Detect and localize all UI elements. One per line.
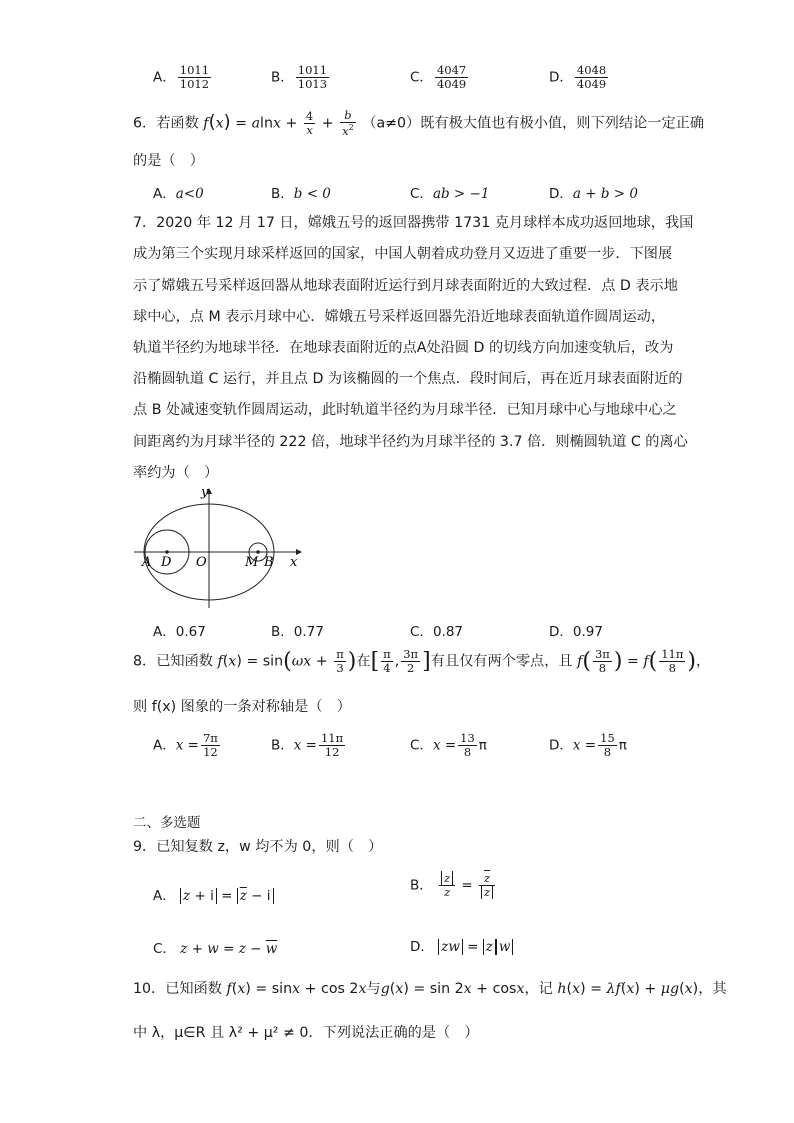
- fraction: $\frac{4048}{4049}$: [576, 63, 607, 92]
- fraction: $\frac{15}{8}$: [600, 731, 615, 760]
- q7-line: 率约为（ ）: [133, 465, 219, 481]
- fraction: $\frac{z}{z}$: [439, 872, 455, 899]
- label-m: M: [245, 555, 259, 570]
- point-d: [165, 550, 169, 554]
- q6-stem-line1: 6．若函数 f(x) = alnx + $\frac{4}{x}$ + $\frac{b}{x^2}$ （a≠0）既有极大值也有极小值，则下列结论一定正确: [133, 108, 705, 139]
- q10-stem-line1: 10．已知函数 f(x) = sinx + cos 2x与g(x) = sin 2x + cosx，记 h(x) = λf(x) + μg(x)，其: [133, 981, 727, 997]
- fraction: $\frac{\pi}{4}$: [383, 647, 391, 676]
- q7-option-c: C．0.87: [410, 624, 463, 640]
- label-b: B: [264, 555, 274, 570]
- q9-option-c: C． $z + w = z - \overline{w}$: [153, 941, 278, 957]
- q7-option-d: D．0.97: [549, 624, 603, 640]
- section-title: 二、多选题: [133, 815, 201, 831]
- q5-option-d: D． $\frac{4048}{4049}$: [549, 63, 607, 92]
- fraction: $\frac{4}{x}$: [305, 108, 314, 138]
- q7-line: 7．2020 年 12 月 17 日，嫦娥五号的返回器携带 1731 克月球样本成功返回地球，我国: [133, 215, 694, 231]
- q7-option-a: A．0.67: [153, 624, 206, 640]
- q7-option-b: B．0.77: [271, 624, 324, 640]
- label-a: A: [142, 555, 152, 570]
- orbit-figure: [130, 484, 310, 612]
- q5-option-b: B． $\frac{1011}{1013}$: [271, 63, 328, 92]
- q5-option-a: A． $\frac{1011}{1012}$: [153, 63, 210, 92]
- q8-stem-line1: 8．已知函数 f(x) = sin(ωx + $\frac{\pi}{3}$ )在[ $\frac{\pi}{4}$ , $\frac{3\pi}{2}$ ]有且仅有两个零点，且 f( $\frac{3\pi}{8}$ ) = f( $\frac{11\pi}{8}$ )，: [133, 647, 711, 676]
- q5-option-c: C． $\frac{4047}{4049}$: [410, 63, 467, 92]
- fraction: $\frac{4047}{4049}$: [436, 63, 467, 92]
- q7-line: 成为第三个实现月球采样返回的国家，中国人朝着成功登月又迈进了重要一步．下图展: [133, 246, 673, 262]
- fraction: $\frac{1011}{1013}$: [297, 63, 328, 92]
- q8-option-c: C．x = $\frac{13}{8}$ π: [410, 731, 487, 760]
- q6-option-c: C．ab > −1: [410, 186, 490, 202]
- fraction: $\frac{\pi}{3}$: [336, 647, 344, 676]
- q9-option-b: B． $\frac{z}{z}$ = $\frac{\overline{z}}{z}$: [410, 872, 497, 899]
- q6-stem-line2: 的是（ ）: [133, 153, 204, 169]
- q7-line: 球中心，点 M 表示月球中心．嫦娥五号采样返回器先沿近地球表面轨道作圆周运动，: [133, 309, 666, 325]
- q7-line: 间距离约为月球半径的 222 倍，地球半径约为月球半径的 3.7 倍．则椭圆轨道 C 的离心: [133, 434, 688, 450]
- q7-line: 示了嫦娥五号采样返回器从地球表面附近运行到月球表面附近的大致过程．点 D 表示地: [133, 278, 678, 294]
- q7-line: 点 B 处减速变轨作圆周运动，此时轨道半径约为月球半径．已知月球中心与地球中心之: [133, 402, 677, 418]
- label-d: D: [161, 555, 172, 570]
- fraction: $\frac{3\pi}{2}$: [403, 647, 419, 676]
- q7-line: 轨道半径约为地球半径．在地球表面附近的点A处沿圆 D 的切线方向加速变轨后，改为: [133, 340, 674, 356]
- q10-stem-line2: 中 λ，μ∈R 且 λ² + μ² ≠ 0．下列说法正确的是（ ）: [133, 1025, 479, 1041]
- q6-option-d: D．a + b > 0: [549, 186, 638, 202]
- q8-option-d: D．x = $\frac{15}{8}$ π: [549, 731, 627, 760]
- fraction: $\frac{\overline{z}}{z}$: [479, 872, 495, 899]
- q7-line: 沿椭圆轨道 C 运行，并且点 D 为该椭圆的一个焦点．段时间后，再在近月球表面附近的: [133, 371, 683, 387]
- fraction: $\frac{7\pi}{12}$: [202, 731, 218, 760]
- label-y: y: [201, 485, 209, 500]
- point-m: [256, 550, 260, 554]
- q8-option-a: A．x = $\frac{7\pi}{12}$: [153, 731, 218, 760]
- q6-option-a: A．a<0: [153, 186, 204, 202]
- q9-option-a: A． $z + i = \overline{z} - i$: [153, 884, 274, 904]
- q9-stem: 9．已知复数 z，w 均不为 0，则（ ）: [133, 839, 383, 855]
- fraction: $\frac{1011}{1012}$: [179, 63, 210, 92]
- q6-option-b: B．b < 0: [271, 186, 331, 202]
- label-x: x: [290, 555, 298, 570]
- q9-option-d: D． zw = z w: [410, 935, 513, 955]
- q8-stem-line2: 则 f(x) 图象的一条对称轴是（ ）: [133, 699, 351, 715]
- fraction: $\frac{11\pi}{8}$: [661, 647, 684, 676]
- x-axis: [134, 549, 302, 555]
- fraction: $\frac{b}{x^2}$: [342, 108, 354, 139]
- fraction: $\frac{13}{8}$: [460, 731, 475, 760]
- label-o: O: [196, 555, 207, 570]
- q8-option-b: B．x = $\frac{11\pi}{12}$: [271, 731, 344, 760]
- fraction: $\frac{11\pi}{12}$: [320, 731, 344, 760]
- fraction: $\frac{3\pi}{8}$: [594, 647, 610, 676]
- y-axis: [206, 488, 212, 608]
- q6-function: f: [203, 115, 209, 132]
